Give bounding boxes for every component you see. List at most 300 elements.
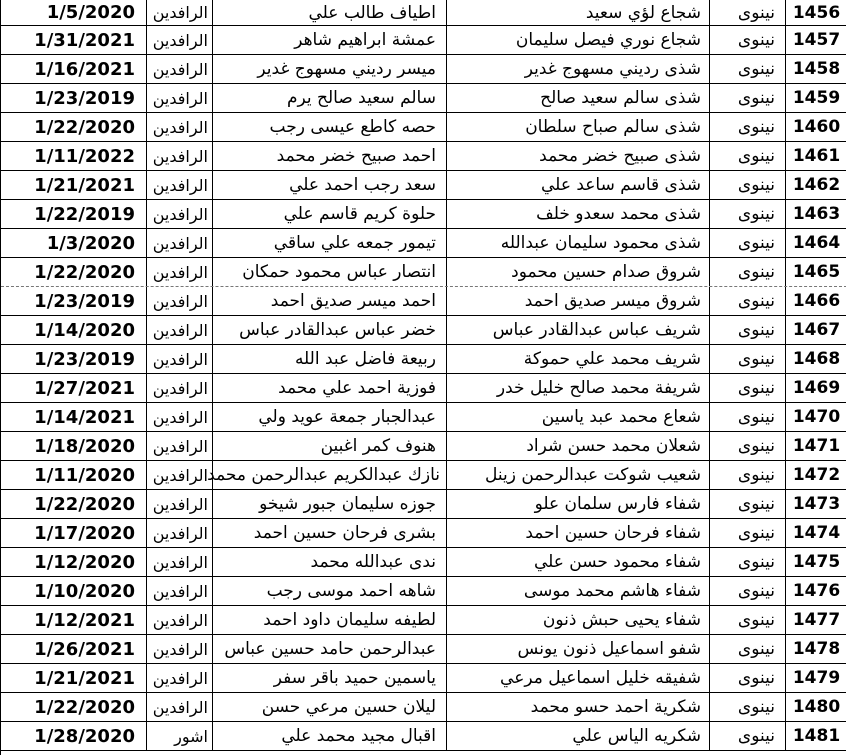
- second-name-cell-text: احمد ميسر صديق احمد: [270, 291, 436, 311]
- date-cell-text: 1/22/2019: [34, 203, 135, 225]
- second-name-cell-text: لطيفه سليمان داود احمد: [263, 610, 436, 630]
- date-cell-text: 1/31/2021: [34, 29, 135, 51]
- governorate-cell-text: نينوى: [737, 262, 775, 282]
- second-name-cell-text: هنوف كمر اغبين: [320, 436, 436, 456]
- governorate-cell-text: نينوى: [737, 523, 775, 543]
- row-number-cell[interactable]: [786, 55, 846, 83]
- second-name-cell[interactable]: [213, 432, 447, 460]
- second-name-cell[interactable]: [213, 345, 447, 373]
- name-cell-text: شجاع لؤي سعيد: [585, 2, 701, 23]
- row-number-cell-text: 1480: [792, 697, 841, 717]
- date-cell[interactable]: [1, 519, 147, 547]
- row-number-cell[interactable]: [786, 374, 846, 402]
- date-cell-text: 1/12/2020: [34, 551, 135, 573]
- governorate-cell[interactable]: [710, 432, 786, 460]
- second-name-cell[interactable]: [213, 171, 447, 199]
- row-number-cell-text: 1469: [792, 378, 841, 398]
- table-row[interactable]: [1, 519, 846, 548]
- name-cell-text: شفاء فارس سلمان علو: [534, 494, 701, 514]
- bank-cell-text: الرافدين: [152, 407, 208, 427]
- bank-cell[interactable]: [147, 229, 213, 257]
- date-cell[interactable]: [1, 55, 147, 83]
- date-cell[interactable]: [1, 200, 147, 228]
- bank-cell[interactable]: [147, 316, 213, 344]
- second-name-cell[interactable]: [213, 722, 447, 750]
- date-cell[interactable]: [1, 258, 147, 286]
- governorate-cell-text: نينوى: [737, 59, 775, 79]
- table-row[interactable]: [1, 606, 846, 635]
- second-name-cell[interactable]: [213, 606, 447, 634]
- bank-cell-text: الرافدين: [152, 59, 208, 79]
- name-cell[interactable]: [447, 490, 710, 518]
- row-number-cell-text: 1465: [792, 262, 841, 282]
- row-number-cell-text: 1462: [792, 175, 841, 195]
- table-row[interactable]: [1, 113, 846, 142]
- bank-cell[interactable]: [147, 519, 213, 547]
- name-cell-text: شذى رديني مسهوج غدير: [524, 59, 701, 79]
- bank-cell[interactable]: [147, 287, 213, 315]
- governorate-cell[interactable]: [710, 142, 786, 170]
- date-cell[interactable]: [1, 374, 147, 402]
- name-cell-text: شريف محمد علي حموكة: [523, 349, 701, 369]
- name-cell[interactable]: [447, 142, 710, 170]
- row-number-cell-text: 1457: [792, 30, 841, 50]
- governorate-cell[interactable]: [710, 258, 786, 286]
- row-number-cell[interactable]: [786, 461, 846, 489]
- row-number-cell[interactable]: [786, 316, 846, 344]
- name-cell-text: شفاء محمود حسن علي: [533, 552, 701, 572]
- bank-cell-text: الرافدين: [152, 146, 208, 166]
- governorate-cell[interactable]: [710, 519, 786, 547]
- second-name-cell-text: فوزية احمد علي محمد: [278, 378, 436, 398]
- second-name-cell-text: اقبال مجيد محمد علي: [281, 726, 436, 746]
- bank-cell[interactable]: [147, 693, 213, 721]
- name-cell-text: شكريه الياس علي: [572, 726, 701, 746]
- name-cell-text: شريف عباس عبدالقادر عباس: [492, 320, 701, 340]
- second-name-cell-text: تيمور جمعه علي ساقي: [273, 233, 436, 253]
- row-number-cell[interactable]: [786, 577, 846, 605]
- date-cell-text: 1/22/2020: [34, 116, 135, 138]
- table-row[interactable]: [1, 171, 846, 200]
- row-number-cell[interactable]: [786, 664, 846, 692]
- name-cell[interactable]: [447, 519, 710, 547]
- date-cell[interactable]: [1, 287, 147, 315]
- date-cell-text: 1/5/2020: [46, 2, 135, 23]
- second-name-cell-text: نازك عبدالكريم عبدالرحمن محمد: [207, 465, 440, 485]
- date-cell-text: 1/23/2019: [34, 87, 135, 109]
- row-number-cell[interactable]: [786, 432, 846, 460]
- table-row[interactable]: [1, 142, 846, 171]
- name-cell[interactable]: [447, 722, 710, 750]
- row-number-cell-text: 1464: [792, 233, 841, 253]
- date-cell[interactable]: [1, 316, 147, 344]
- second-name-cell-text: ليلان حسين مرعي حسن: [261, 697, 436, 717]
- table-row[interactable]: [1, 635, 846, 664]
- table-row[interactable]: [1, 548, 846, 577]
- name-cell-text: شريفة محمد صالح خليل خدر: [496, 378, 701, 398]
- table-row[interactable]: [1, 84, 846, 113]
- bank-cell-text: الرافدين: [152, 320, 208, 340]
- governorate-cell[interactable]: [710, 345, 786, 373]
- row-number-cell-text: 1461: [792, 146, 841, 166]
- second-name-cell[interactable]: [213, 548, 447, 576]
- row-number-cell-text: 1463: [792, 204, 841, 224]
- date-cell-text: 1/27/2021: [34, 377, 135, 399]
- second-name-cell[interactable]: [213, 258, 447, 286]
- name-cell-text: شذى صبيح خضر محمد: [539, 146, 701, 166]
- second-name-cell[interactable]: [213, 693, 447, 721]
- name-cell-text: شفاء هاشم محمد موسى: [523, 581, 701, 601]
- governorate-cell-text: نينوى: [737, 494, 775, 514]
- row-number-cell-text: 1458: [792, 59, 841, 79]
- name-cell[interactable]: [447, 0, 710, 25]
- row-number-cell[interactable]: [786, 287, 846, 315]
- date-cell-text: 1/23/2019: [34, 348, 135, 370]
- date-cell[interactable]: [1, 664, 147, 692]
- name-cell-text: شكرية احمد حسو محمد: [530, 697, 701, 717]
- date-cell-text: 1/22/2020: [34, 696, 135, 718]
- name-cell[interactable]: [447, 345, 710, 373]
- row-number-cell-text: 1475: [792, 552, 841, 572]
- row-number-cell[interactable]: [786, 548, 846, 576]
- second-name-cell-text: حلوة كريم قاسم علي: [283, 204, 436, 224]
- name-cell-text: شعلان محمد حسن شراد: [526, 436, 701, 456]
- governorate-cell-text: نينوى: [737, 30, 775, 50]
- date-cell-text: 1/21/2021: [34, 667, 135, 689]
- table-row[interactable]: [1, 403, 846, 432]
- table-row[interactable]: [1, 229, 846, 258]
- governorate-cell-text: نينوى: [737, 378, 775, 398]
- governorate-cell[interactable]: [710, 287, 786, 315]
- governorate-cell-text: نينوى: [737, 88, 775, 108]
- name-cell[interactable]: [447, 55, 710, 83]
- bank-cell-text: الرافدين: [152, 175, 208, 195]
- date-cell[interactable]: [1, 171, 147, 199]
- table-row[interactable]: [1, 55, 846, 84]
- date-cell[interactable]: [1, 490, 147, 518]
- bank-cell[interactable]: [147, 374, 213, 402]
- name-cell[interactable]: [447, 200, 710, 228]
- row-number-cell[interactable]: [786, 519, 846, 547]
- row-number-cell-text: 1473: [792, 494, 841, 514]
- row-number-cell-text: 1459: [792, 88, 841, 108]
- governorate-cell[interactable]: [710, 26, 786, 54]
- second-name-cell-text: ياسمين حميد باقر سفر: [273, 668, 436, 688]
- row-number-cell-text: 1456: [792, 2, 841, 23]
- second-name-cell[interactable]: [213, 374, 447, 402]
- name-cell[interactable]: [447, 432, 710, 460]
- table-row[interactable]: [1, 577, 846, 606]
- bank-cell[interactable]: [147, 0, 213, 25]
- governorate-cell[interactable]: [710, 664, 786, 692]
- date-cell[interactable]: [1, 722, 147, 750]
- second-name-cell[interactable]: [213, 490, 447, 518]
- bank-cell[interactable]: [147, 664, 213, 692]
- name-cell-text: شروق ميسر صديق احمد: [524, 291, 701, 311]
- bank-cell-text: الرافدين: [152, 88, 208, 108]
- governorate-cell[interactable]: [710, 55, 786, 83]
- table-row[interactable]: [1, 432, 846, 461]
- bank-cell-text: الرافدين: [152, 30, 208, 50]
- bank-cell[interactable]: [147, 606, 213, 634]
- name-cell-text: شفاء فرحان حسين احمد: [525, 523, 701, 543]
- bank-cell-text: اشور: [174, 726, 208, 746]
- governorate-cell-text: نينوى: [737, 697, 775, 717]
- row-number-cell[interactable]: [786, 229, 846, 257]
- bank-cell[interactable]: [147, 200, 213, 228]
- name-cell-text: شروق صدام حسين محمود: [511, 262, 701, 282]
- name-cell[interactable]: [447, 606, 710, 634]
- date-cell-text: 1/16/2021: [34, 58, 135, 80]
- table-row[interactable]: [1, 664, 846, 693]
- table-row[interactable]: [1, 0, 846, 26]
- table-row[interactable]: [1, 722, 846, 751]
- name-cell[interactable]: [447, 664, 710, 692]
- date-cell[interactable]: [1, 345, 147, 373]
- name-cell-text: شذى سالم صباح سلطان: [525, 117, 701, 137]
- table-row[interactable]: [1, 200, 846, 229]
- row-number-cell-text: 1467: [792, 320, 841, 340]
- name-cell[interactable]: [447, 26, 710, 54]
- date-cell[interactable]: [1, 693, 147, 721]
- table-row[interactable]: [1, 26, 846, 55]
- second-name-cell-text: جوزه سليمان جبور شيخو: [259, 494, 436, 514]
- row-number-cell[interactable]: [786, 693, 846, 721]
- date-cell-text: 1/22/2020: [34, 261, 135, 283]
- name-cell[interactable]: [447, 374, 710, 402]
- governorate-cell[interactable]: [710, 635, 786, 663]
- date-cell-text: 1/21/2021: [34, 174, 135, 196]
- second-name-cell-text: بشرى فرحان حسين احمد: [253, 523, 436, 543]
- name-cell[interactable]: [447, 577, 710, 605]
- bank-cell-text: الرافدين: [152, 668, 208, 688]
- second-name-cell-text: ميسر رديني مسهوج غدير: [257, 59, 436, 79]
- row-number-cell[interactable]: [786, 200, 846, 228]
- row-number-cell-text: 1478: [792, 639, 841, 659]
- governorate-cell[interactable]: [710, 0, 786, 25]
- table-row[interactable]: [1, 693, 846, 722]
- date-cell[interactable]: [1, 84, 147, 112]
- row-number-cell[interactable]: [786, 258, 846, 286]
- second-name-cell[interactable]: [213, 403, 447, 431]
- table-row[interactable]: [1, 461, 846, 490]
- row-number-cell[interactable]: [786, 113, 846, 141]
- row-number-cell[interactable]: [786, 403, 846, 431]
- date-cell-text: 1/22/2020: [34, 493, 135, 515]
- bank-cell-text: الرافدين: [152, 291, 208, 311]
- second-name-cell[interactable]: [213, 635, 447, 663]
- second-name-cell-text: حصه كاطع عيسى رجب: [269, 117, 436, 137]
- bank-cell[interactable]: [147, 84, 213, 112]
- row-number-cell[interactable]: [786, 26, 846, 54]
- date-cell-text: 1/12/2021: [34, 609, 135, 631]
- governorate-cell[interactable]: [710, 693, 786, 721]
- name-cell[interactable]: [447, 403, 710, 431]
- bank-cell[interactable]: [147, 461, 213, 489]
- second-name-cell[interactable]: [213, 84, 447, 112]
- governorate-cell[interactable]: [710, 403, 786, 431]
- second-name-cell[interactable]: [213, 0, 447, 25]
- bank-cell[interactable]: [147, 403, 213, 431]
- table-row[interactable]: [1, 287, 846, 316]
- name-cell[interactable]: [447, 635, 710, 663]
- row-number-cell[interactable]: [786, 606, 846, 634]
- governorate-cell-text: نينوى: [737, 146, 775, 166]
- bank-cell-text: الرافدين: [152, 610, 208, 630]
- governorate-cell[interactable]: [710, 84, 786, 112]
- date-cell[interactable]: [1, 113, 147, 141]
- table-row[interactable]: [1, 316, 846, 345]
- row-number-cell[interactable]: [786, 171, 846, 199]
- date-cell-text: 1/26/2021: [34, 638, 135, 660]
- date-cell[interactable]: [1, 577, 147, 605]
- date-cell[interactable]: [1, 548, 147, 576]
- bank-cell[interactable]: [147, 55, 213, 83]
- name-cell[interactable]: [447, 171, 710, 199]
- bank-cell[interactable]: [147, 258, 213, 286]
- governorate-cell[interactable]: [710, 577, 786, 605]
- date-cell[interactable]: [1, 142, 147, 170]
- second-name-cell[interactable]: [213, 26, 447, 54]
- governorate-cell-text: نينوى: [737, 320, 775, 340]
- governorate-cell[interactable]: [710, 490, 786, 518]
- governorate-cell[interactable]: [710, 200, 786, 228]
- governorate-cell[interactable]: [710, 722, 786, 750]
- date-cell[interactable]: [1, 461, 147, 489]
- row-number-cell[interactable]: [786, 635, 846, 663]
- name-cell-text: شجاع نوري فيصل سليمان: [515, 30, 701, 50]
- bank-cell[interactable]: [147, 113, 213, 141]
- name-cell[interactable]: [447, 229, 710, 257]
- governorate-cell-text: نينوى: [737, 204, 775, 224]
- bank-cell-text: الرافدين: [152, 3, 208, 22]
- second-name-cell[interactable]: [213, 200, 447, 228]
- bank-cell[interactable]: [147, 432, 213, 460]
- bank-cell-text: الرافدين: [152, 581, 208, 601]
- bank-cell-text: الرافدين: [152, 697, 208, 717]
- row-number-cell[interactable]: [786, 84, 846, 112]
- row-number-cell-text: 1474: [792, 523, 841, 543]
- date-cell[interactable]: [1, 606, 147, 634]
- second-name-cell-text: سعد رجب احمد علي: [289, 175, 436, 195]
- date-cell-text: 1/3/2020: [46, 232, 135, 254]
- governorate-cell-text: نينوى: [737, 2, 775, 23]
- row-number-cell[interactable]: [786, 722, 846, 750]
- second-name-cell-text: ربيعة فاضل عبد الله: [294, 349, 436, 369]
- governorate-cell[interactable]: [710, 606, 786, 634]
- second-name-cell[interactable]: [213, 664, 447, 692]
- second-name-cell[interactable]: [213, 142, 447, 170]
- row-number-cell[interactable]: [786, 0, 846, 25]
- bank-cell[interactable]: [147, 548, 213, 576]
- name-cell-text: شذى قاسم ساعد علي: [541, 175, 701, 195]
- date-cell[interactable]: [1, 432, 147, 460]
- bank-cell[interactable]: [147, 635, 213, 663]
- second-name-cell-text: عمشة ابراهيم شاهر: [294, 30, 436, 50]
- date-cell-text: 1/10/2020: [34, 580, 135, 602]
- second-name-cell[interactable]: [213, 55, 447, 83]
- second-name-cell[interactable]: [213, 287, 447, 315]
- name-cell[interactable]: [447, 258, 710, 286]
- bank-cell-text: الرافدين: [152, 552, 208, 572]
- governorate-cell-text: نينوى: [737, 436, 775, 456]
- bank-cell[interactable]: [147, 490, 213, 518]
- bank-cell-text: الرافدين: [152, 436, 208, 456]
- row-number-cell[interactable]: [786, 345, 846, 373]
- table-row[interactable]: [1, 490, 846, 519]
- name-cell[interactable]: [447, 548, 710, 576]
- name-cell-text: شفيقه خليل اسماعيل مرعي: [500, 668, 701, 688]
- name-cell[interactable]: [447, 84, 710, 112]
- second-name-cell[interactable]: [213, 229, 447, 257]
- second-name-cell[interactable]: [213, 113, 447, 141]
- governorate-cell-text: نينوى: [737, 349, 775, 369]
- second-name-cell[interactable]: [213, 316, 447, 344]
- governorate-cell-text: نينوى: [737, 117, 775, 137]
- table-row[interactable]: [1, 374, 846, 403]
- bank-cell[interactable]: [147, 171, 213, 199]
- table-row[interactable]: [1, 258, 846, 287]
- governorate-cell-text: نينوى: [737, 610, 775, 630]
- row-number-cell[interactable]: [786, 490, 846, 518]
- date-cell[interactable]: [1, 0, 147, 25]
- bank-cell[interactable]: [147, 142, 213, 170]
- bank-cell-text: الرافدين: [152, 117, 208, 137]
- governorate-cell[interactable]: [710, 374, 786, 402]
- name-cell[interactable]: [447, 316, 710, 344]
- name-cell[interactable]: [447, 113, 710, 141]
- governorate-cell[interactable]: [710, 548, 786, 576]
- second-name-cell[interactable]: [213, 519, 447, 547]
- name-cell[interactable]: [447, 287, 710, 315]
- governorate-cell-text: نينوى: [737, 291, 775, 311]
- name-cell[interactable]: [447, 693, 710, 721]
- bank-cell[interactable]: [147, 577, 213, 605]
- bank-cell-text: الرافدين: [152, 204, 208, 224]
- second-name-cell-text: عبدالجبار جمعة عويد ولي: [258, 407, 436, 427]
- name-cell-text: شعيب شوكت عبدالرحمن زينل: [485, 465, 701, 485]
- second-name-cell-text: عبدالرحمن حامد حسين عباس: [224, 639, 436, 659]
- name-cell-text: شذى محمد سعدو خلف: [536, 204, 701, 224]
- date-cell-text: 1/14/2020: [34, 319, 135, 341]
- table-row[interactable]: [1, 345, 846, 374]
- name-cell[interactable]: [447, 461, 710, 489]
- bank-cell[interactable]: [147, 345, 213, 373]
- governorate-cell[interactable]: [710, 113, 786, 141]
- row-number-cell-text: 1476: [792, 581, 841, 601]
- bank-cell[interactable]: [147, 26, 213, 54]
- second-name-cell[interactable]: [213, 577, 447, 605]
- bank-cell-text: الرافدين: [152, 262, 208, 282]
- date-cell[interactable]: [1, 229, 147, 257]
- date-cell[interactable]: [1, 635, 147, 663]
- name-cell-text: شعاع محمد عبد ياسين: [541, 407, 701, 427]
- second-name-cell[interactable]: [207, 461, 447, 489]
- row-number-cell-text: 1477: [792, 610, 841, 630]
- row-number-cell[interactable]: [786, 142, 846, 170]
- second-name-cell-text: شاهه احمد موسى رجب: [266, 581, 436, 601]
- governorate-cell-text: نينوى: [737, 233, 775, 253]
- date-cell[interactable]: [1, 403, 147, 431]
- bank-cell-text: الرافدين: [152, 494, 208, 514]
- governorate-cell[interactable]: [710, 171, 786, 199]
- governorate-cell[interactable]: [710, 461, 786, 489]
- governorate-cell[interactable]: [710, 316, 786, 344]
- governorate-cell[interactable]: [710, 229, 786, 257]
- date-cell[interactable]: [1, 26, 147, 54]
- bank-cell[interactable]: [147, 722, 213, 750]
- governorate-cell-text: نينوى: [737, 175, 775, 195]
